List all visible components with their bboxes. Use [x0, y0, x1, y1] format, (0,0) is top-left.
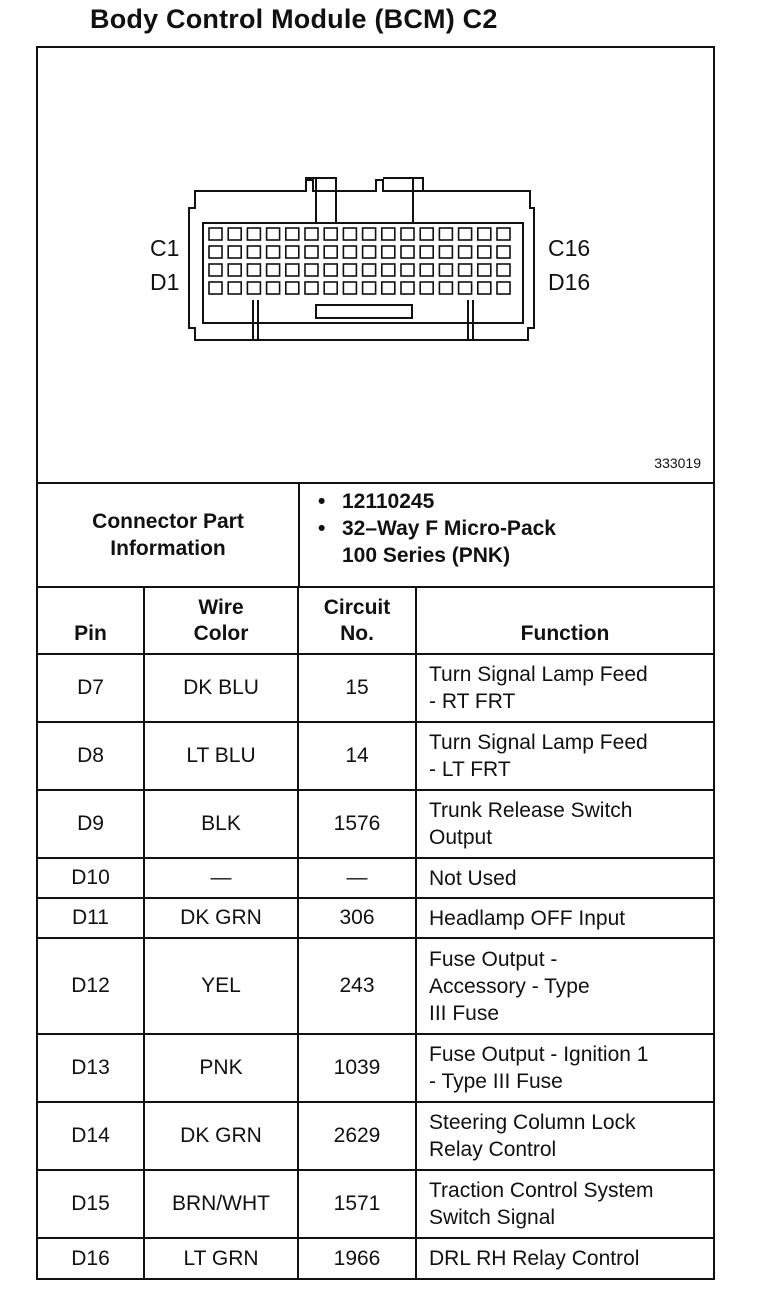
pin-cavity: [305, 264, 318, 276]
header-pin: Pin: [38, 586, 144, 654]
pin-cavity: [382, 264, 395, 276]
pin-cavity: [228, 246, 241, 258]
function-cell: [416, 1238, 713, 1278]
function-line: Not Used: [429, 866, 517, 890]
pin-cavity: [267, 246, 280, 258]
pin-cavity: [363, 228, 376, 240]
function-cell: [416, 1102, 713, 1170]
pin-cavity: [324, 282, 337, 294]
function-line: - RT FRT: [429, 690, 516, 713]
pin-cavity: [478, 264, 491, 276]
header-wire-color: Wire Color: [144, 586, 298, 654]
function-line: Turn Signal Lamp Feed: [429, 731, 648, 754]
description-line2: 100 Series (PNK): [342, 544, 511, 567]
pin-cavity: [401, 264, 414, 276]
pin-cell: D14: [38, 1102, 144, 1170]
circuit-cell: 2629: [298, 1102, 416, 1170]
pin-cavity: [324, 246, 337, 258]
function-line: Trunk Release Switch: [429, 799, 633, 822]
pin-cell: D12: [38, 938, 144, 1034]
pin-cavity: [439, 246, 452, 258]
pin-cavity: [228, 282, 241, 294]
pin-cavity: [267, 282, 280, 294]
pin-cell: D7: [38, 654, 144, 722]
pin-cavity: [478, 228, 491, 240]
pin-cavity: [363, 264, 376, 276]
wire-color-cell: DK BLU: [144, 654, 298, 722]
pin-cavity: [305, 246, 318, 258]
function-line: III Fuse: [429, 1001, 500, 1025]
circuit-cell: 15: [298, 654, 416, 722]
function-line: Turn Signal Lamp Feed: [429, 663, 648, 686]
connector-info-values: [300, 484, 713, 586]
pin-cavity: [497, 246, 510, 258]
pin-cavity: [324, 228, 337, 240]
pin-cavity: [420, 228, 433, 240]
pin-cavity: [459, 246, 472, 258]
wire-color-cell: LT BLU: [144, 722, 298, 790]
pin-cavity: [343, 264, 356, 276]
function-line: Headlamp OFF Input: [429, 906, 626, 930]
pin-cavity: [247, 246, 260, 258]
center-latch-left: [306, 178, 336, 223]
pin-cavity: [459, 282, 472, 294]
circuit-cell: 1039: [298, 1034, 416, 1102]
pin-cavity: [363, 282, 376, 294]
wire-color-cell: BRN/WHT: [144, 1170, 298, 1238]
pin-cavity: [228, 228, 241, 240]
pin-cell: D15: [38, 1170, 144, 1238]
table-row: [38, 722, 713, 790]
table-row: [38, 654, 713, 722]
pin-cavity: [247, 228, 260, 240]
pin-cavities: [209, 228, 510, 294]
table-row: [38, 1034, 713, 1102]
wire-color-cell: DK GRN: [144, 898, 298, 938]
connector-info-heading: [38, 484, 300, 586]
label-d1: D1: [150, 269, 180, 295]
pin-cavity: [363, 246, 376, 258]
connector-info-heading-line2: Information: [110, 537, 226, 560]
pin-cavity: [497, 264, 510, 276]
pin-cavity: [420, 246, 433, 258]
function-line: - LT FRT: [429, 758, 511, 781]
pin-table: [38, 586, 713, 1278]
wire-color-cell: BLK: [144, 790, 298, 858]
left-latch: [306, 178, 316, 223]
pin-cavity: [324, 264, 337, 276]
circuit-cell: 1571: [298, 1170, 416, 1238]
pin-cavity: [286, 228, 299, 240]
table-row: [38, 1102, 713, 1170]
circuit-cell: 14: [298, 722, 416, 790]
table-row: [38, 1238, 713, 1278]
function-cell: [416, 654, 713, 722]
pin-cavity: [382, 282, 395, 294]
table-row: [38, 938, 713, 1034]
function-line: Output: [429, 826, 493, 849]
function-cell: [416, 938, 713, 1034]
pin-cavity: [343, 228, 356, 240]
pin-cavity: [478, 246, 491, 258]
pin-cavity: [267, 228, 280, 240]
function-cell: [416, 722, 713, 790]
function-line: Fuse Output - Ignition 1: [429, 1043, 649, 1066]
table-row: [38, 1170, 713, 1238]
pin-cavity: [209, 246, 222, 258]
pin-cavity: [459, 264, 472, 276]
pin-cell: D9: [38, 790, 144, 858]
header-circuit-no: Circuit No.: [298, 586, 416, 654]
function-line: Fuse Output -: [429, 947, 558, 971]
circuit-cell: 1966: [298, 1238, 416, 1278]
keying-slot: [316, 305, 412, 318]
wire-color-cell: LT GRN: [144, 1238, 298, 1278]
pin-cell: D8: [38, 722, 144, 790]
pin-cavity: [420, 282, 433, 294]
pin-cavity: [209, 282, 222, 294]
pin-cavity: [420, 264, 433, 276]
center-latch-right: [383, 178, 413, 223]
pin-cavity: [228, 264, 241, 276]
pin-cavity: [401, 246, 414, 258]
pin-cell: D13: [38, 1034, 144, 1102]
connector-outline: [189, 180, 534, 340]
pin-cavity: [209, 264, 222, 276]
function-line: Steering Column Lock: [429, 1111, 636, 1134]
pin-cavity: [401, 282, 414, 294]
wire-color-cell: —: [144, 858, 298, 898]
pin-cavity: [439, 282, 452, 294]
function-cell: [416, 790, 713, 858]
pin-cavity: [439, 264, 452, 276]
pin-cavity: [305, 228, 318, 240]
pin-cavity: [286, 264, 299, 276]
pin-cavity: [439, 228, 452, 240]
table-row: [38, 790, 713, 858]
pin-cavity: [382, 246, 395, 258]
table-row: [38, 858, 713, 898]
pin-cell: D10: [38, 858, 144, 898]
function-line: DRL RH Relay Control: [429, 1247, 640, 1270]
connector-frame: [36, 46, 715, 1280]
function-cell: [416, 858, 713, 898]
pin-cavity: [267, 264, 280, 276]
label-c16: C16: [548, 235, 591, 261]
connector-diagram: [38, 48, 713, 484]
pin-cavity: [497, 282, 510, 294]
pin-cavity: [497, 228, 510, 240]
function-line: Switch Signal: [429, 1206, 556, 1229]
pin-cavity: [209, 228, 222, 240]
pin-cavity: [286, 246, 299, 258]
connector-face-drawing: [38, 48, 713, 482]
pin-cavity: [343, 282, 356, 294]
pin-cavity: [247, 282, 260, 294]
label-c1: C1: [150, 235, 180, 261]
circuit-cell: 306: [298, 898, 416, 938]
pin-cavity: [305, 282, 318, 294]
pin-cavity: [286, 282, 299, 294]
wire-color-cell: PNK: [144, 1034, 298, 1102]
function-line: Accessory - Type: [429, 974, 590, 998]
pin-cell: D11: [38, 898, 144, 938]
function-cell: [416, 1170, 713, 1238]
function-cell: [416, 898, 713, 938]
pin-cavity: [247, 264, 260, 276]
pin-cavity: [382, 228, 395, 240]
function-line: Traction Control System: [429, 1179, 654, 1202]
function-line: - Type III Fuse: [429, 1070, 563, 1093]
connector-description: [342, 515, 713, 569]
function-cell: [416, 1034, 713, 1102]
right-latch: [413, 178, 423, 191]
connector-info-heading-line1: Connector Part: [92, 510, 244, 533]
function-line: Relay Control: [429, 1138, 557, 1161]
description-line1: • 32–Way F Micro-Pack: [342, 517, 556, 540]
pin-cavity: [478, 282, 491, 294]
pin-cavity: [401, 228, 414, 240]
part-number: [342, 488, 713, 515]
pin-cell: D16: [38, 1238, 144, 1278]
figure-number: 333019: [654, 455, 701, 471]
label-d16: D16: [548, 269, 591, 295]
header-function: Function: [416, 586, 713, 654]
table-row: [38, 898, 713, 938]
circuit-cell: 1576: [298, 790, 416, 858]
circuit-cell: 243: [298, 938, 416, 1034]
connector-part-information: [38, 484, 713, 588]
part-number-text: 12110245: [342, 490, 435, 513]
circuit-cell: —: [298, 858, 416, 898]
wire-color-cell: DK GRN: [144, 1102, 298, 1170]
wire-color-cell: YEL: [144, 938, 298, 1034]
page-title: Body Control Module (BCM) C2: [90, 4, 498, 34]
pin-cavity: [459, 228, 472, 240]
pin-cavity: [343, 246, 356, 258]
